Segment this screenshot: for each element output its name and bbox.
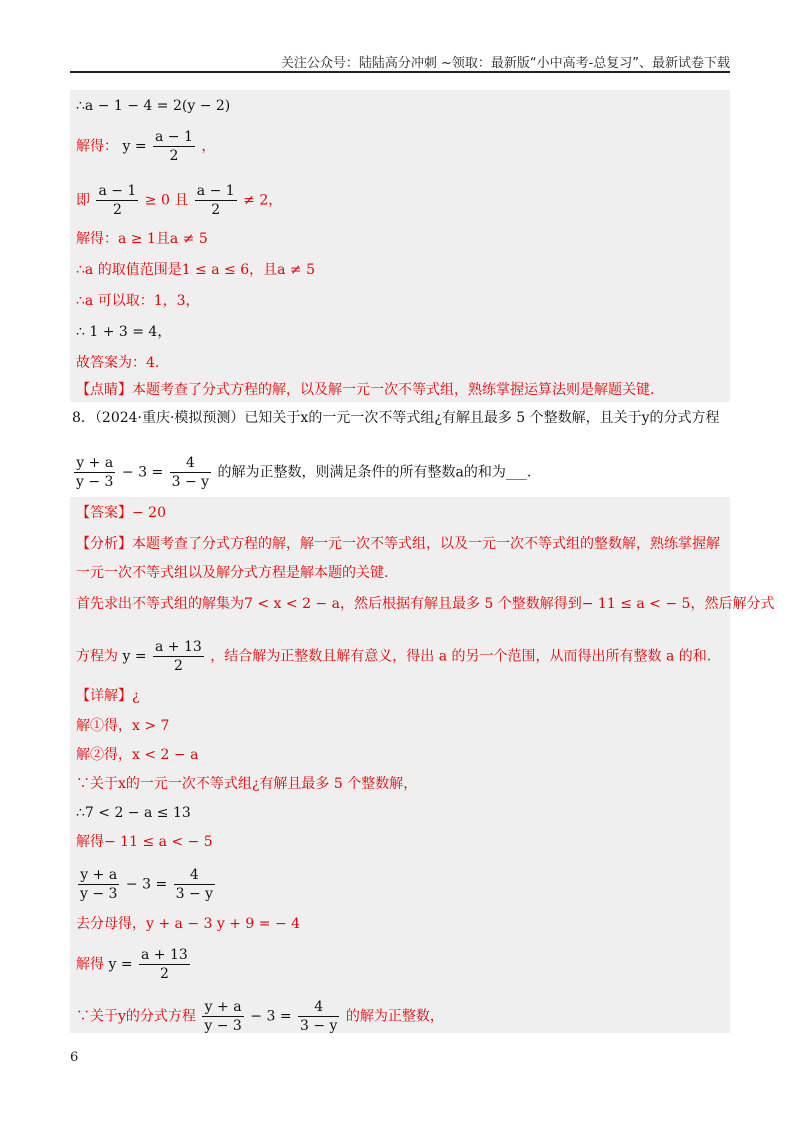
denominator: 2	[169, 148, 179, 164]
detail-label: 【详解】¿	[76, 688, 140, 704]
fraction	[74, 454, 115, 491]
text: 的解为正整数，则满足条件的所有整数a的和为___.	[217, 464, 532, 481]
detail-line: ∴7 < 2 − a ≤ 13	[76, 805, 191, 821]
denominator: y − 3	[204, 1018, 242, 1034]
analysis-line: 首先求出不等式组的解集为7 < x < 2 − a，然后根据有解且最多 5 个整数解得到− 11 ≤ a < − 5，然后解分式	[76, 596, 775, 612]
condition-line	[76, 182, 282, 219]
lhs: y =	[122, 138, 147, 155]
text: − 3 =	[250, 1008, 292, 1025]
denominator: 2	[173, 658, 183, 674]
fraction	[139, 946, 190, 983]
numerator: a + 13	[155, 639, 202, 655]
page-number: 6	[70, 1050, 79, 1065]
analysis-line	[76, 638, 711, 675]
text: − 3 =	[125, 876, 168, 893]
text: ≥ 0 且	[144, 192, 189, 209]
fraction	[170, 454, 211, 491]
lhs: y =	[108, 956, 133, 973]
values-line: ∴a 可以取：1，3，	[76, 293, 200, 309]
denominator: y − 3	[76, 474, 114, 490]
page-header: 关注公众号：陆陆高分冲刺 ~领取：最新版“小中高考-总复习”、最新试卷下载	[280, 56, 730, 71]
analysis-line: 一元一次不等式组以及解分式方程是解本题的关键.	[76, 565, 389, 581]
denominator: 3 − y	[175, 886, 214, 902]
denominator: y − 3	[80, 886, 118, 902]
detail-line	[76, 946, 192, 983]
text: 的解为正整数，	[345, 1008, 444, 1025]
question-line: 8．（2024·重庆·模拟预测）已知关于x的一元一次不等式组¿有解且最多 5 个整数解，且关于y的分式方程	[72, 410, 720, 426]
result-line: 解得：a ≥ 1且a ≠ 5	[76, 231, 208, 247]
detail-line: ∵关于x的一元一次不等式组¿有解且最多 5 个整数解，	[76, 776, 418, 792]
detail-line: 解②得，x < 2 − a	[76, 747, 199, 763]
solve-y-line	[76, 128, 215, 165]
fraction	[78, 866, 119, 903]
answer-line: 故答案为：4.	[76, 355, 160, 371]
analysis-line: 【分析】本题考查了分式方程的解，解一元一次不等式组，以及一元一次不等式组的整数解，熟练掌握解	[76, 536, 720, 552]
denominator: 2	[211, 202, 221, 218]
numerator: a − 1	[155, 129, 193, 145]
equation-line: ∴a − 1 − 4 = 2(y − 2)	[76, 98, 231, 114]
detail-line: 解得− 11 ≤ a < − 5	[76, 834, 213, 850]
fraction	[153, 128, 195, 165]
numerator: a − 1	[98, 183, 137, 199]
key-point-line: 【点睛】本题考查了分式方程的解，以及解一元一次不等式组，熟练掌握运算法则是解题关键.	[76, 382, 655, 398]
detail-line	[76, 998, 444, 1035]
fraction	[174, 866, 215, 903]
text: 解得	[76, 956, 104, 973]
denominator: 3 − y	[171, 474, 210, 490]
text: 即	[76, 192, 90, 209]
header-rule	[70, 71, 730, 73]
fraction	[202, 998, 243, 1035]
range-line: ∴a 的取值范围是1 ≤ a ≤ 6，且a ≠ 5	[76, 262, 316, 278]
text: − 3 =	[121, 464, 164, 481]
answer-label: 【答案】− 20	[76, 505, 166, 521]
numerator: 4	[298, 998, 339, 1017]
fraction	[298, 998, 339, 1035]
denominator: 2	[112, 202, 122, 218]
detail-equation-line	[76, 866, 217, 903]
fraction	[96, 182, 138, 219]
fraction	[195, 182, 237, 219]
numerator: 4	[170, 454, 211, 473]
text: ∵关于y的分式方程	[76, 1008, 196, 1025]
numerator: y + a	[202, 998, 243, 1017]
text: ，	[201, 138, 216, 155]
text: 解得：	[76, 138, 118, 155]
numerator: a − 1	[196, 183, 235, 199]
numerator: y + a	[74, 454, 115, 473]
fraction	[153, 638, 204, 675]
denominator: 2	[159, 966, 169, 982]
text: 方程为	[76, 648, 118, 665]
detail-line: 解①得，x > 7	[76, 718, 170, 734]
sum-line: ∴ 1 + 3 = 4，	[76, 324, 172, 340]
text: ≠ 2，	[243, 192, 283, 209]
numerator: a + 13	[141, 947, 188, 963]
numerator: 4	[174, 866, 215, 885]
denominator: 3 − y	[300, 1018, 338, 1034]
lhs: y =	[122, 648, 147, 665]
text: ，结合解为正整数且解有意义，得出 a 的另一个范围，从而得出所有整数 a 的和.	[210, 648, 712, 665]
question-equation-line	[72, 454, 531, 491]
numerator: y + a	[78, 866, 119, 885]
detail-line: 去分母得，y + a − 3 y + 9 = − 4	[76, 916, 301, 932]
